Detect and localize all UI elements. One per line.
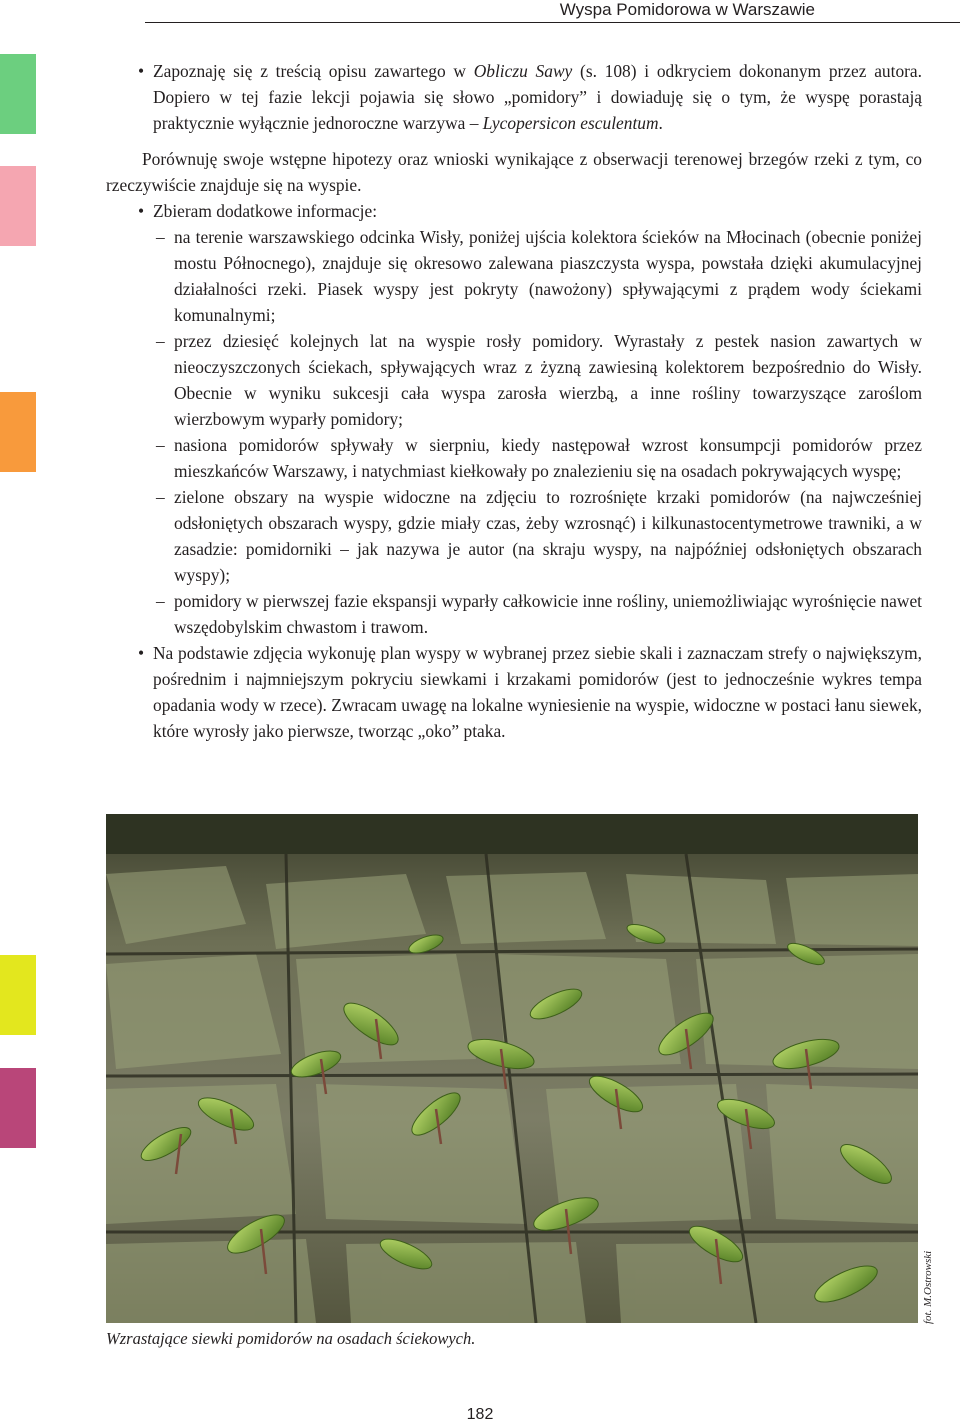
bullet-item: • Na podstawie zdjęcia wykonuję plan wyspy w wybranej przez siebie skali i zaznaczam strefy o największym, pośrednim i najmniejszym pokryciu siewkami i krzakami pomidorów (jest to jednocześnie wykres tempa opadania wody w rzece). Zwracam uwagę na lokalne wyniesienie na wyspie, widoczne w postaci łanu siewek, które wyrosły jako pierwsze, tworząc „oko” ptaka. bbox=[106, 640, 922, 744]
dash-item: – na terenie warszawskiego odcinka Wisły, poniżej ujścia kolektora ścieków na Młocinach (obecnie poniżej mostu Północnego), znajduje się okresowo zalewana piaszczysta wyspa, powstała dzięki akumulacyjnej działalności rzeki. Piasek wyspy jest pokryty (nawożony) spływającymi z prądem wody ściekami komunalnymi; bbox=[106, 224, 922, 328]
dash-item: – przez dziesięć kolejnych lat na wyspie rosły pomidory. Wyrastały z pestek nasion zawartych w nieoczyszczonych ściekach, spływających wraz z żyzną zawiesiną kolektorem bezpośrednio do Wisły. Obecnie w wyniku sukcesji cała wyspa zarosła wierzbą, a inne rośliny towarzyszące zaroślom wierzbowym wyparły pomidory; bbox=[106, 328, 922, 432]
tab-green bbox=[0, 54, 36, 134]
dash-item: – pomidory w pierwszej fazie ekspansji wyparły całkowicie inne rośliny, uniemożliwiając wyrośnięcie nawet wszędobylskim chwastom i trawom. bbox=[106, 588, 922, 640]
figure-caption: Wzrastające siewki pomidorów na osadach ściekowych. bbox=[106, 1329, 476, 1348]
photo-illustration bbox=[106, 814, 918, 1323]
tab-pink bbox=[0, 166, 36, 246]
tab-yellow bbox=[0, 955, 36, 1035]
running-head: Wyspa Pomidorowa w Warszawie bbox=[559, 0, 815, 19]
bullet-item: • Zapoznaję się z treścią opisu zawartego w Obliczu Sawy (s. 108) i odkryciem dokonanym przez autora. Dopiero w tej fazie lekcji pojawia się słowo „pomidory” i dowiaduję się o tym, że wyspę porastają praktycznie wyłącznie jednoroczne warzywa – Lycopersicon esculentum. bbox=[106, 58, 922, 136]
photo-tomato-seedlings bbox=[106, 814, 918, 1323]
tab-magenta bbox=[0, 1068, 36, 1148]
page-number: 182 bbox=[466, 1406, 494, 1423]
dash-item: – zielone obszary na wyspie widoczne na zdjęciu to rozrośnięte krzaki pomidorów (na najwcześniej odsłoniętych obszarach wyspy, gdzie miały czas, żeby wzrosnąć) i kilkunastocentymetrowe trawniki, a w zasadzie: pomidorniki – jak nazywa je autor (na skraju wyspy, na najpóźniej odsłoniętych obszarach wyspy); bbox=[106, 484, 922, 588]
dash-item: – nasiona pomidorów spływały w sierpniu, kiedy następował wzrost konsumpcji pomidorów przez mieszkańców Warszawy, i natychmiast kiełkowały po znalezieniu się na osadach pokrywających wyspę; bbox=[106, 432, 922, 484]
header-rule bbox=[145, 22, 960, 23]
photo-credit: fot. M.Ostrowski bbox=[922, 1250, 934, 1324]
body-text bbox=[106, 58, 922, 744]
tab-orange bbox=[0, 392, 36, 472]
paragraph: Porównuję swoje wstępne hipotezy oraz wnioski wynikające z obserwacji terenowej brzegów rzeki z tym, co rzeczywiście znajduje się na wyspie. bbox=[106, 149, 922, 195]
bullet-item: • Zbieram dodatkowe informacje: bbox=[106, 198, 922, 224]
